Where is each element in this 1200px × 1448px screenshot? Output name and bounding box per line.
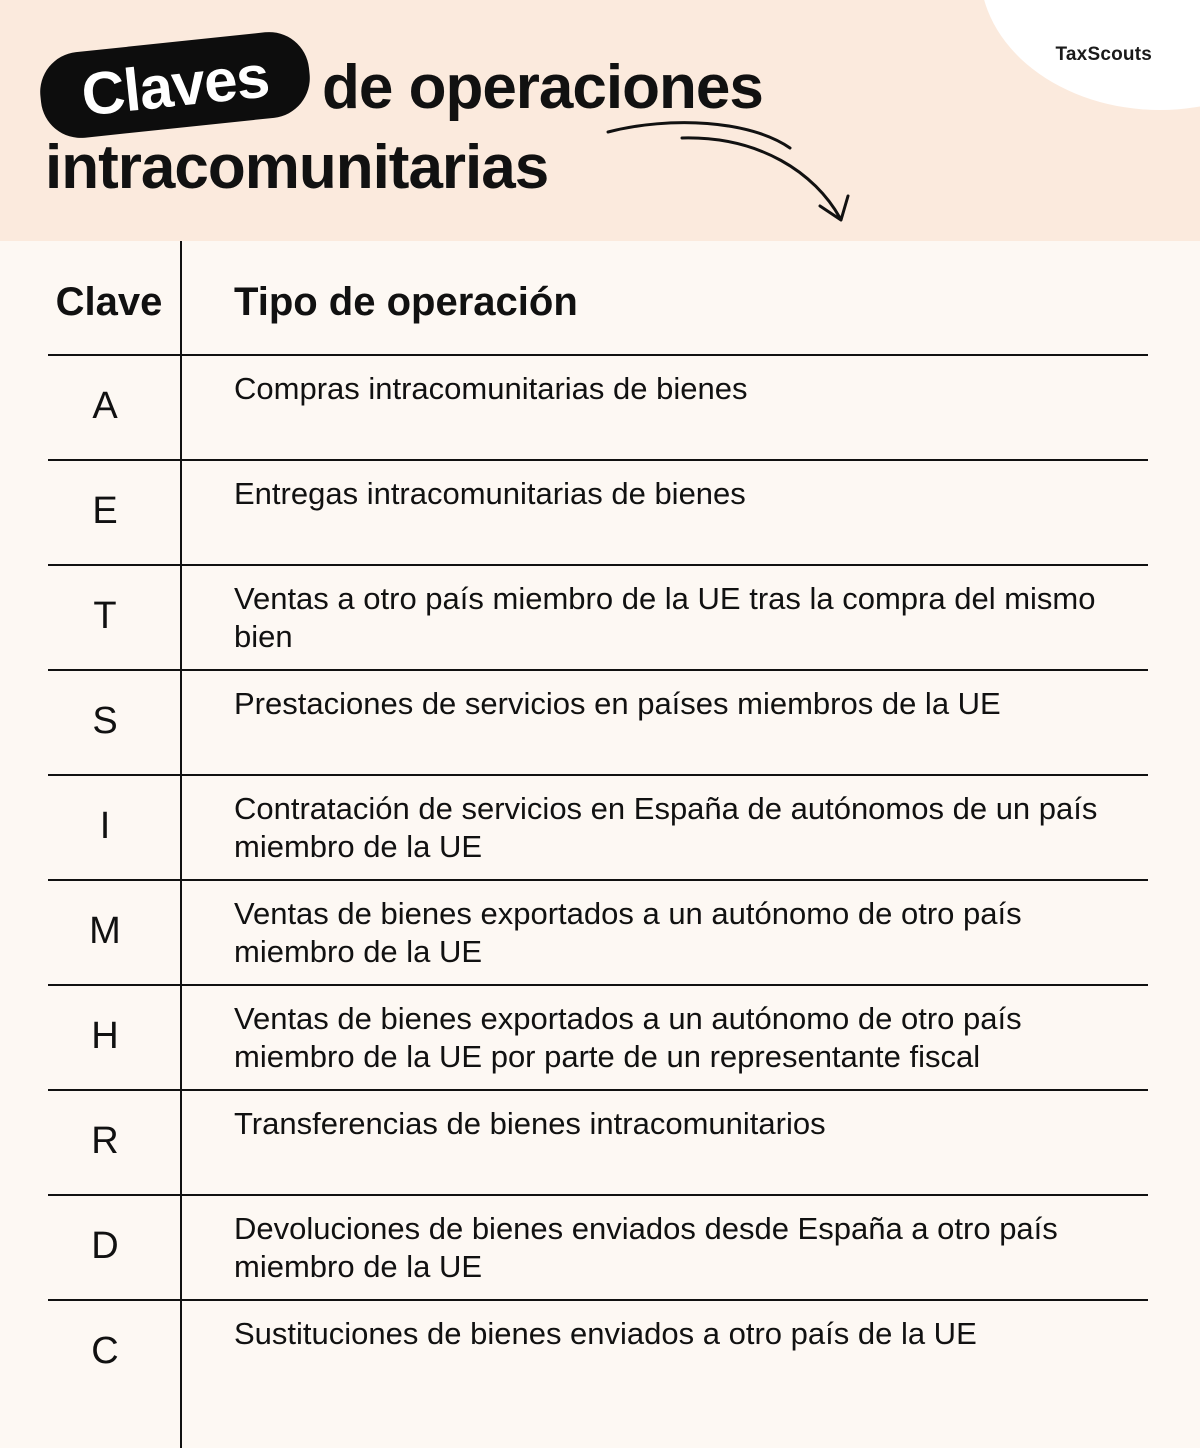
row-divider [48, 354, 1148, 356]
table-row [0, 774, 1200, 879]
title-line-1: de operaciones [322, 53, 763, 122]
row-key: I [99, 805, 111, 847]
row-description: Ventas a otro país miembro de la UE tras la compra del mismo bien [234, 581, 1096, 654]
row-key: A [92, 385, 118, 427]
row-divider [48, 1194, 1148, 1196]
row-description: Compras intracomunitarias de bienes [234, 371, 748, 406]
row-key: T [93, 595, 117, 637]
row-divider [48, 774, 1148, 776]
row-description: Contratación de servicios en España de autónomos de un país miembro de la UE [234, 791, 1098, 864]
column-header-tipo: Tipo de operación [234, 280, 578, 324]
table-row [0, 1089, 1200, 1194]
row-key: R [91, 1120, 119, 1162]
row-divider [48, 669, 1148, 671]
curved-arrow-icon [600, 118, 860, 228]
row-description: Transferencias de bienes intracomunitarios [234, 1106, 826, 1141]
row-description: Ventas de bienes exportados a un autónomo de otro país miembro de la UE [234, 896, 1022, 969]
row-description: Ventas de bienes exportados a un autónomo de otro país miembro de la UE por parte de un representante fiscal [234, 1001, 1022, 1074]
table-row [0, 459, 1200, 564]
row-divider [48, 564, 1148, 566]
table-body [0, 354, 1200, 1404]
row-key: D [91, 1225, 119, 1267]
table-row [0, 1194, 1200, 1299]
row-key: E [92, 490, 118, 532]
table-row [0, 1299, 1200, 1404]
title-highlight: Claves [78, 41, 272, 129]
row-description: Entregas intracomunitarias de bienes [234, 476, 746, 511]
row-description: Sustituciones de bienes enviados a otro país de la UE [234, 1316, 977, 1351]
title-highlight-pill [36, 28, 314, 142]
header-banner [0, 0, 1200, 241]
row-key: H [91, 1015, 119, 1057]
row-key: C [91, 1330, 119, 1372]
row-key: M [89, 910, 121, 952]
table-row [0, 879, 1200, 984]
table-row [0, 669, 1200, 774]
row-description: Devoluciones de bienes enviados desde España a otro país miembro de la UE [234, 1211, 1058, 1284]
row-description: Prestaciones de servicios en países miembros de la UE [234, 686, 1001, 721]
table-row [0, 564, 1200, 669]
row-key: S [92, 700, 118, 742]
table-row [0, 354, 1200, 459]
column-header-clave: Clave [55, 280, 163, 324]
row-divider [48, 1299, 1148, 1301]
table-row [0, 984, 1200, 1089]
row-divider [48, 879, 1148, 881]
title-line-2: intracomunitarias [45, 133, 549, 202]
row-divider [48, 459, 1148, 461]
row-divider [48, 1089, 1148, 1091]
row-divider [48, 984, 1148, 986]
brand-logo: TaxScouts [1055, 44, 1152, 65]
